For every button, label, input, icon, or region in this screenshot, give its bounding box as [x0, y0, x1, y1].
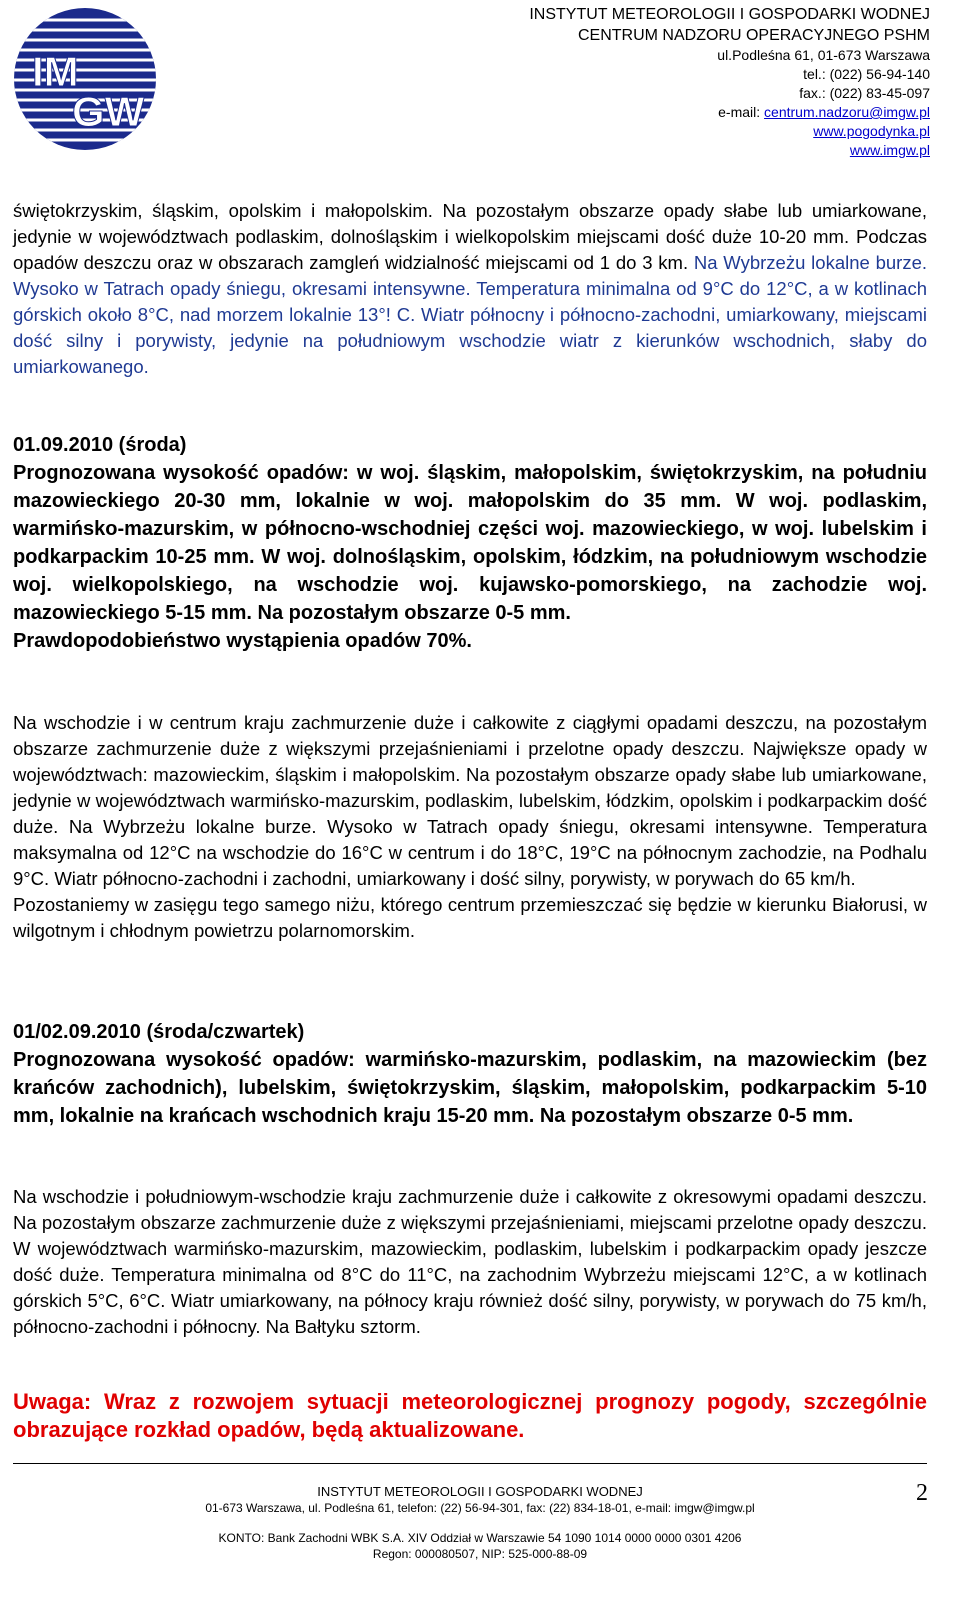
- day2-date: 01/02.09.2010 (środa/czwartek): [13, 1021, 305, 1043]
- day2-forecast: Prognozowana wysokość opadów: warmińsko-mazurskim, podlaskim, na mazowieckim (bez krańców zachodnich), lubelskim, świętokrzyskim, śląskim, małopolskim, podkarpackim 5-10 mm, lokalnie na krańcach wschodnich kraju 15-20 mm. Na pozostałym obszarze 0-5 mm.: [13, 1049, 927, 1127]
- email-label: e-mail:: [718, 104, 765, 120]
- paragraph1-text-b: Temperatura minimalna od 9°C do 12°C, a w kotlinach górskich około 8°C, nad morzem lokalnie 13°! C. Wiatr północny i północno-zachodni, umiarkowany, miejscami dość silny i porywisty, jedynie na południowym wschodzie wiatr z kierunków wschodnich, słaby do umiarkowanego.: [13, 278, 927, 377]
- svg-text:IM: IM: [32, 48, 79, 95]
- email-link[interactable]: centrum.nadzoru@imgw.pl: [764, 104, 930, 120]
- fax: fax.: (022) 83-45-097: [799, 85, 930, 101]
- day1-section: [13, 431, 927, 655]
- day1-forecast: Prognozowana wysokość opadów: w woj. śląskim, małopolskim, świętokrzyskim, na południu mazowieckiego 20-30 mm, lokalnie w woj. małopolskim do 35 mm. W woj. podlaskim, warmińsko-mazurskim, w północno-wschodniej części woj. mazowieckiego, w woj. lubelskim i podkarpackim 10-25 mm. W woj. dolnośląskim, opolskim, łódzkim, na południowym wschodzie woj. wielkopolskiego, na wschodzie woj. kujawsko-pomorskiego, na zachodzie woj. mazowieckiego 5-15 mm. Na pozostałym obszarze 0-5 mm.: [13, 462, 927, 624]
- pogodynka-link[interactable]: www.pogodynka.pl: [813, 123, 930, 139]
- warning-text: Uwaga: Wraz z rozwojem sytuacji meteorologicznej prognozy pogody, szczególnie obrazujące rozkład opadów, będą aktualizowane.: [13, 1389, 927, 1442]
- day2-section: [13, 1018, 927, 1130]
- warning-section: [13, 1388, 927, 1444]
- day1-date: 01.09.2010 (środa): [13, 434, 187, 456]
- day2-description: [13, 1184, 927, 1340]
- address: ul.Podleśna 61, 01-673 Warszawa: [717, 47, 930, 63]
- svg-text:GW: GW: [72, 88, 145, 135]
- footer-institute: INSTYTUT METEOROLOGII I GOSPODARKI WODNEJ: [317, 1484, 643, 1499]
- imgw-link[interactable]: www.imgw.pl: [849, 142, 930, 158]
- footer-address: 01-673 Warszawa, ul. Podleśna 61, telefon: (22) 56-94-301, fax: (22) 834-18-01, e-mail: imgw@imgw.pl: [205, 1501, 755, 1515]
- paragraph1-text-a: świętokrzyskim, śląskim, opolskim i małopolskim. Na pozostałym obszarze opady słabe lub umiarkowane, jedynie w województwach podlaskim, dolnośląskim i wielkopolskim miejscami dość duże 10-20 mm. Podczas opadów deszczu oraz w obszarach zamgleń widzialność miejscami od 1 do 3 km.: [13, 200, 927, 273]
- email-line: [529, 103, 930, 122]
- page-number: 2: [916, 1480, 928, 1506]
- day1-text-a: Na wschodzie i w centrum kraju zachmurzenie duże i całkowite z ciągłymi opadami deszczu, na pozostałym obszarze zachmurzenie duże z większymi przejaśnieniami i przelotne opady deszczu. Największe opady w województwach: mazowieckim, śląskim i małopolskim. Na pozostałym obszarze opady słabe lub umiarkowane, jedynie w województwach warmińsko-mazurskim, podlaskim, lubelskim, łódzkim, opolskim i podkarpackim dość duże. Na Wybrzeżu lokalne burze. Wysoko w Tatrach opady śniegu, okresami intensywne. Temperatura maksymalna od 12°C na wschodzie do 16°C w centrum i do 18°C, 19°C na północnym zachodzie, na Podhalu 9°C. Wiatr północno-zachodni i zachodni, umiarkowany i dość silny, porywisty, w porywach do 65 km/h.: [13, 712, 927, 889]
- telephone: tel.: (022) 56-94-140: [803, 66, 930, 82]
- day2-text: Na wschodzie i południowym-wschodzie kraju zachmurzenie duże i całkowite z okresowymi opadami deszczu. Na pozostałym obszarze zachmurzenie duże z większymi przejaśnieniami, miejscami przelotne opady deszczu. W województwach warmińsko-mazurskim, mazowieckim, podlaskim, lubelskim i podkarpackim opady jeszcze dość duże. Temperatura minimalna od 8°C do 11°C, na zachodnim Wybrzeżu miejscami 12°C, a w kotlinach górskich 5°C, 6°C. Wiatr umiarkowany, na północy kraju również dość silny, porywisty, w porywach do 75 km/h, północno-zachodni i północny. Na Bałtyku sztorm.: [13, 1186, 927, 1337]
- imgw-logo: [12, 6, 158, 152]
- footer: [0, 1484, 960, 1562]
- footer-divider: [13, 1463, 927, 1464]
- paragraph-continuation: [13, 198, 927, 380]
- day1-text-b: Pozostaniemy w zasięgu tego samego niżu, którego centrum przemieszczać się będzie w kierunku Białorusi, w wilgotnym i chłodnym powietrzu polarnomorskim.: [13, 894, 927, 941]
- footer-bank: KONTO: Bank Zachodni WBK S.A. XIV Oddział w Warszawie 54 1090 1014 0000 0000 0301 4206: [218, 1531, 742, 1545]
- institute-name: INSTYTUT METEOROLOGII I GOSPODARKI WODNEJ: [529, 6, 930, 23]
- day1-probability: Prawdopodobieństwo wystąpienia opadów 70%.: [13, 630, 472, 652]
- center-name: CENTRUM NADZORU OPERACYJNEGO PSHM: [577, 27, 930, 44]
- paragraph1-text-blue: Na Wybrzeżu lokalne burze. Wysoko w Tatrach opady śniegu, okresami intensywne.: [13, 252, 927, 299]
- footer-regon: Regon: 000080507, NIP: 525-000-88-09: [372, 1547, 588, 1561]
- day1-description: [13, 710, 927, 944]
- header-contact: [529, 4, 930, 160]
